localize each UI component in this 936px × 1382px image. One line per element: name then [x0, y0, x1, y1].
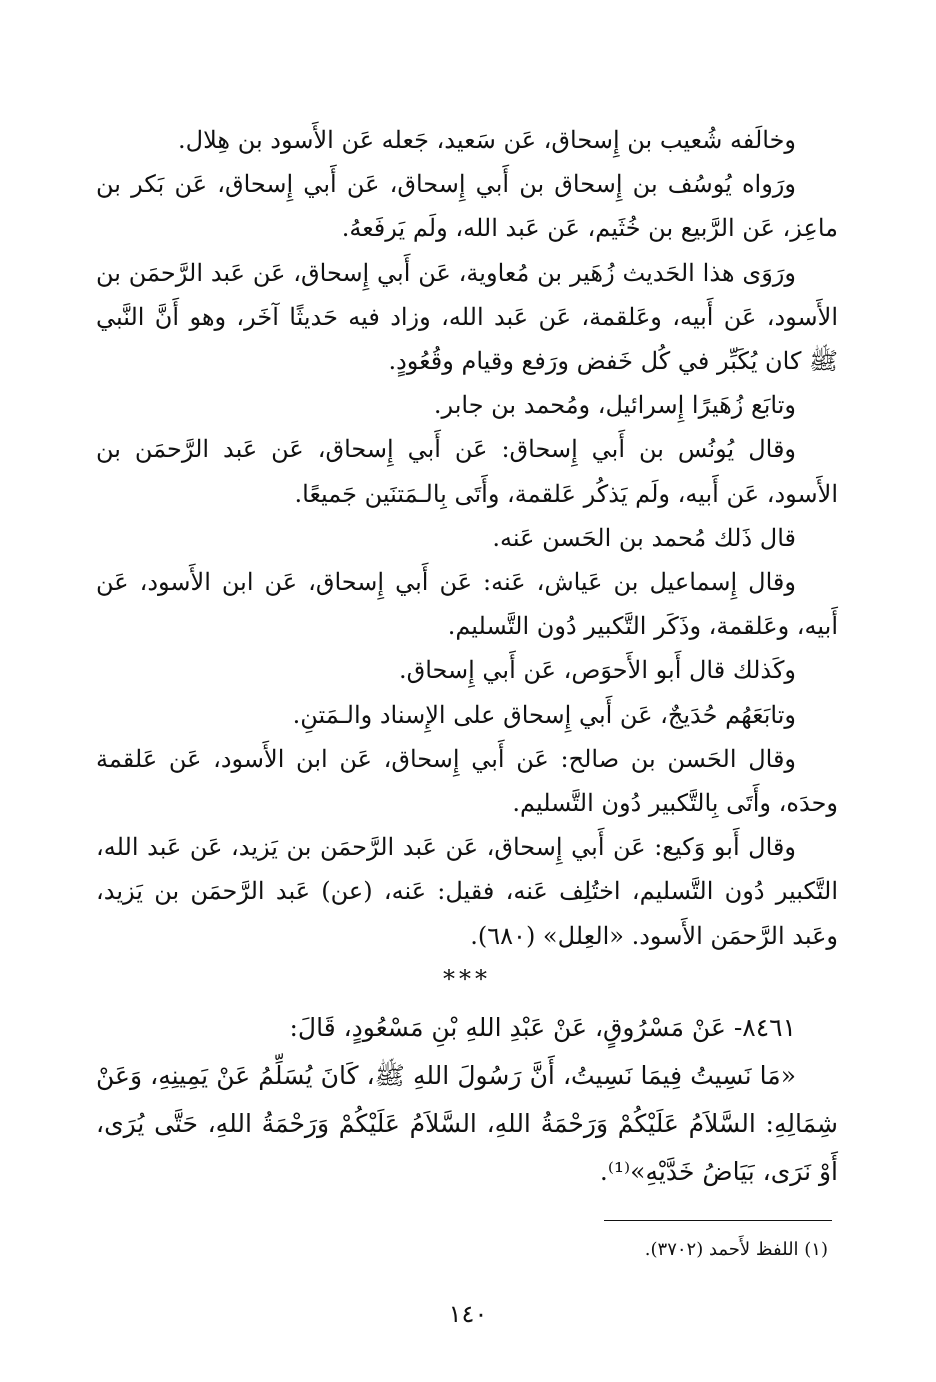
paragraph-10: وقال الحَسن بن صالح: عَن أَبي إِسحاق، عَن ابن الأَسود، عَن عَلقمة وحدَه، وأَتَى بِالتَّكبير دُون التَّسليم. [96, 744, 838, 818]
paragraph-4: وتابَع زُهَيرًا إِسرائيل، ومُحمد بن جابر. [433, 391, 796, 420]
paragraph-9: وتابَعَهُم حُدَيجٌ، عَن أَبي إِسحاق على الإِسناد والـمَتنِ. [292, 700, 796, 729]
main-text [96, 118, 838, 1196]
hadith-text: «مَا نَسِيتُ فِيمَا نَسِيتُ، أَنَّ رَسُولَ اللهِ ﷺ، كَانَ يُسَلِّمُ عَنْ يَمِينِهِ، وَعَنْ شِمَالِهِ: السَّلاَمُ عَلَيْكُمْ وَرَحْمَةُ اللهِ، السَّلاَمُ عَلَيْكُمْ وَرَحْمَةُ اللهِ، حَتَّى يُرَى، أَوْ نَرَى، بَيَاضُ خَدَّيْهِ»⁽¹⁾. [96, 1060, 838, 1186]
paragraph-6: قال ذَلك مُحمد بن الحَسن عَنه. [492, 523, 796, 552]
paragraph-5: وقال يُونُس بن أَبي إِسحاق: عَن أَبي إِسحاق، عَن عَبد الرَّحمَن بن الأَسود، عَن أَبيه، ولَم يَذكُر عَلقمة، وأَتَى بِالـمَتنَين جَميعًا. [96, 435, 838, 508]
section-separator: *** [443, 964, 491, 993]
footnote-divider [604, 1220, 832, 1221]
paragraph-11: وقال أَبو وَكيع: عَن أَبي إِسحاق، عَن عَبد الرَّحمَن بن يَزيد، عَن عَبد الله، التَّكبير دُون التَّسليم، اختُلِف عَنه، فقيل: عَنه، (عن) عَبد الرَّحمَن بن يَزيد، وعَبد الرَّحمَن الأَسود. «العِلل» (٦٨٠). [96, 833, 838, 950]
paragraph-2: ورَواه يُوسُف بن إِسحاق بن أَبي إِسحاق، عَن أَبي إِسحاق، عَن بَكر بن ماعِز، عَن الرَّبيع بن خُثَيم، عَن عَبد الله، ولَم يَرفَعهُ. [96, 170, 838, 243]
footnote: (١) اللفظ لأَحمد (٣٧٠٢). [644, 1239, 828, 1260]
paragraph-3: ورَوَى هذا الحَديث زُهَير بن مُعاوية، عَن أَبي إِسحاق، عَن عَبد الرَّحمَن بن الأَسود، عَن أَبيه، وعَلقمة، عَن عَبد الله، وزاد فيه حَديثًا آخَر، وهو أَنَّ النَّبي ﷺ كان يُكَبِّر في كُل خَفض ورَفع وقيام وقُعُودٍ. [96, 258, 838, 376]
hadith-block [96, 1004, 838, 1196]
hadith-heading: ٨٤٦١- عَنْ مَسْرُوقٍ، عَنْ عَبْدِ اللهِ بْنِ مَسْعُودٍ، قَالَ: [289, 1012, 796, 1042]
paragraph-1: وخالَفه شُعيب بن إِسحاق، عَن سَعيد، جَعله عَن الأَسود بن هِلال. [178, 126, 796, 154]
page-number: ١٤٠ [448, 1300, 488, 1328]
paragraph-7: وقال إِسماعيل بن عَياش، عَنه: عَن أَبي إِسحاق، عَن ابن الأَسود، عَن أَبيه، وعَلقمة، وذَكَر التَّكبير دُون التَّسليم. [96, 568, 838, 641]
paragraph-8: وكَذلك قال أَبو الأَحوَص، عَن أَبي إِسحاق. [398, 656, 796, 685]
